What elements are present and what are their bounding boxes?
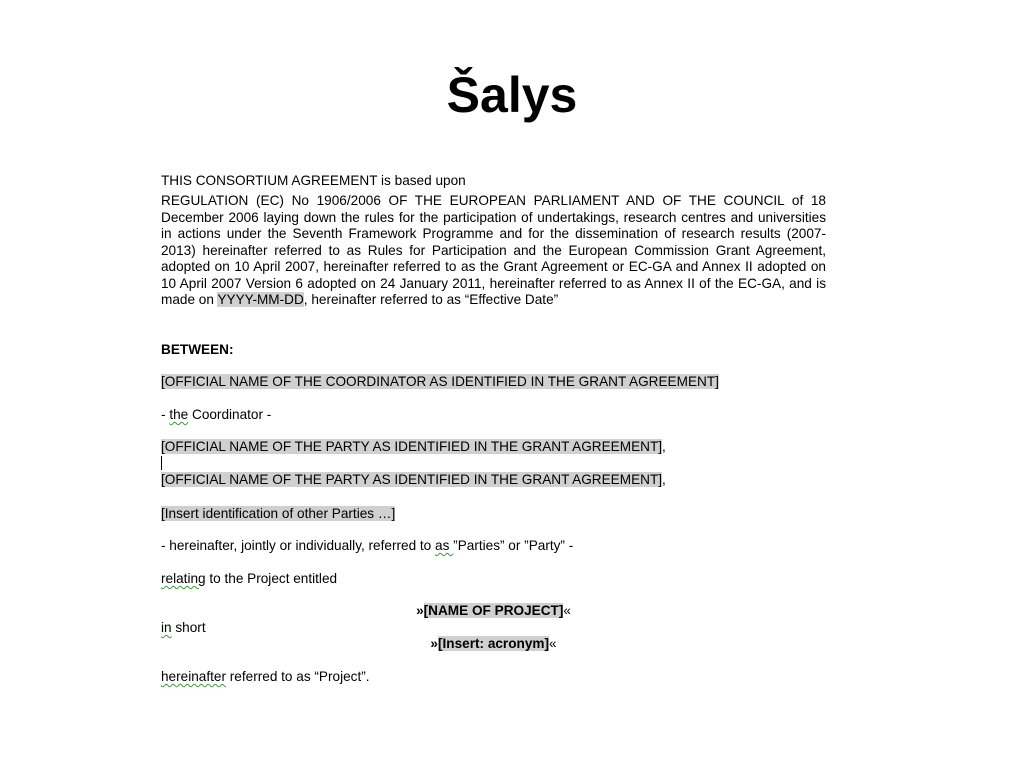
party-2-paragraph [161, 472, 826, 489]
party-1-paragraph [161, 439, 826, 456]
regulation-text: REGULATION (EC) No 1906/2006 OF THE EUROPEAN PARLIAMENT AND OF THE COUNCIL of 18 December 2006 laying down the rules for the participation of undertakings, research centres and universities in actions under the Seventh Framework Programme and for the dissemination of research results (2007-2013) hereinafter referred to as Rules for Participation and the European Commission Grant Agreement, adopted on 10 April 2007, hereinafter referred to as the Grant Agreement or EC-GA and Annex II adopted on 10 April 2007 Version 6 adopted on 24 January 2011, hereinafter referred to as Annex II of the EC-GA, and is made on [161, 193, 826, 307]
acronym-close-quote: « [549, 636, 557, 651]
relating-line [161, 571, 826, 588]
relating-text: to the Project entitled [205, 571, 338, 586]
in-short-text: short [171, 620, 206, 635]
coordinator-name: [OFFICIAL NAME OF THE COORDINATOR AS IDENTIFIED IN THE GRANT AGREEMENT] [161, 374, 719, 389]
in-word: in [161, 620, 172, 635]
text-cursor [161, 456, 162, 470]
acronym-line [161, 636, 826, 653]
project-name: [NAME OF PROJECT] [423, 603, 564, 618]
parties-text: - hereinafter, jointly or individually, referred to [161, 538, 436, 553]
project-close-quote: « [563, 603, 571, 618]
coordinator-the: the [169, 407, 189, 422]
party-2-comma: , [662, 472, 666, 487]
intro-line: THIS CONSORTIUM AGREEMENT is based upon [161, 173, 466, 188]
relating-word: relating [161, 571, 206, 586]
date-placeholder: YYYY-MM-DD [217, 292, 304, 307]
regulation-text-end: , hereinafter referred to as “Effective Date” [303, 292, 559, 307]
coordinator-text: Coordinator - [188, 407, 272, 422]
project-name-line [161, 603, 826, 620]
other-parties: [Insert identification of other Parties …] [161, 506, 396, 521]
acronym: [Insert: acronym] [437, 636, 550, 651]
project-open-quote: » [416, 603, 424, 618]
slide-title: Šalys [446, 67, 578, 123]
acronym-open-quote: » [430, 636, 438, 651]
party-1-name: [OFFICIAL NAME OF THE PARTY AS IDENTIFIED IN THE GRANT AGREEMENT] [161, 439, 663, 454]
hereinafter-text: referred to as “Project”. [226, 669, 370, 684]
hereinafter-line [161, 669, 826, 686]
party-2-name: [OFFICIAL NAME OF THE PARTY AS IDENTIFIED IN THE GRANT AGREEMENT] [161, 472, 663, 487]
regulation-paragraph [161, 193, 826, 309]
between-heading: BETWEEN: [161, 342, 234, 357]
in-short-line [161, 620, 826, 637]
parties-definition [161, 538, 826, 555]
other-parties-paragraph [161, 506, 826, 523]
hereinafter-word: hereinafter [161, 669, 226, 684]
party-1-comma: , [662, 439, 666, 454]
coordinator-label [161, 407, 826, 424]
parties-as: as [435, 538, 454, 553]
coordinator-paragraph [161, 374, 826, 391]
parties-text-end: ”Parties” or ”Party” - [453, 538, 574, 553]
coordinator-dash: - [161, 407, 170, 422]
